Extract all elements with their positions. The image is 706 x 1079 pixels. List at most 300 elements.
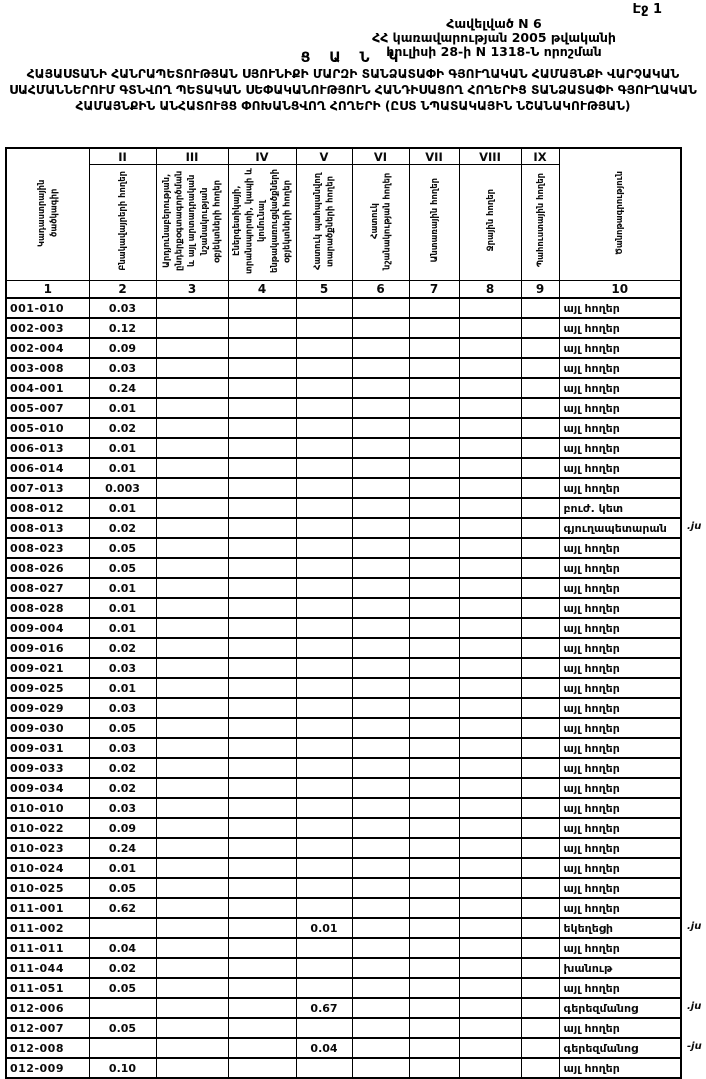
land-area-cell: 0.05 [89, 558, 156, 578]
land-area-cell [409, 578, 459, 598]
note-cell: այլ հողեր [559, 778, 681, 798]
land-area-cell [409, 658, 459, 678]
land-parcels-table [5, 147, 702, 1079]
land-area-cell [296, 618, 352, 638]
land-area-cell [296, 938, 352, 958]
note-cell: այլ հողեր [559, 458, 681, 478]
table-row [6, 778, 681, 798]
note-cell: այլ հողեր [559, 438, 681, 458]
land-area-cell [156, 918, 228, 938]
land-area-cell [409, 618, 459, 638]
land-area-cell [521, 318, 559, 338]
column-number: 6 [352, 281, 409, 299]
land-area-cell [156, 858, 228, 878]
column-number: 2 [89, 281, 156, 299]
table-row [6, 678, 681, 698]
land-area-cell [521, 378, 559, 398]
land-area-cell [296, 638, 352, 658]
handwritten-margin-mark: -ju [687, 1041, 702, 1052]
land-area-cell [409, 998, 459, 1018]
land-area-cell [228, 358, 296, 378]
note-cell: այլ հողեր [559, 378, 681, 398]
note-cell: այլ հողեր [559, 758, 681, 778]
land-area-cell [228, 558, 296, 578]
land-area-cell [521, 418, 559, 438]
cadastral-code-cell: 002-003 [6, 318, 89, 338]
note-cell: գերեզմանոց -ju [559, 1038, 681, 1058]
table-row [6, 918, 681, 938]
land-area-cell [521, 598, 559, 618]
note-cell: այլ հողեր [559, 938, 681, 958]
land-area-cell [352, 438, 409, 458]
land-area-cell [352, 498, 409, 518]
land-area-cell [156, 558, 228, 578]
land-area-cell [352, 618, 409, 638]
land-area-cell [409, 498, 459, 518]
header-cadastral-code-label: Կադաստրային ծածկագիր [36, 179, 59, 247]
note-cell: այլ հողեր [559, 418, 681, 438]
cadastral-code-cell: 011-051 [6, 978, 89, 998]
cadastral-code-cell: 012-006 [6, 998, 89, 1018]
land-area-cell [352, 858, 409, 878]
note-cell: այլ հողեր [559, 818, 681, 838]
table-row [6, 838, 681, 858]
land-area-cell [459, 438, 521, 458]
land-area-cell [156, 758, 228, 778]
land-area-cell [409, 398, 459, 418]
land-area-cell [409, 1018, 459, 1038]
page-number-label: Էջ 1 [632, 2, 662, 17]
land-area-cell [156, 878, 228, 898]
land-area-cell [459, 538, 521, 558]
land-area-cell [296, 878, 352, 898]
header-numeral-iv: IV [228, 148, 296, 165]
land-area-cell [352, 998, 409, 1018]
land-area-cell [296, 698, 352, 718]
land-area-cell [459, 1058, 521, 1078]
land-area-cell [459, 318, 521, 338]
land-area-cell [352, 338, 409, 358]
land-area-cell [156, 458, 228, 478]
land-area-cell [409, 438, 459, 458]
table-row [6, 378, 681, 398]
land-area-cell [228, 698, 296, 718]
land-area-cell: 0.01 [89, 678, 156, 698]
cadastral-code-cell: 001-010 [6, 298, 89, 318]
land-area-cell [409, 878, 459, 898]
note-cell: այլ հողեր [559, 558, 681, 578]
table-row [6, 658, 681, 678]
land-area-cell [459, 738, 521, 758]
land-area-cell [228, 1058, 296, 1078]
header-settlement-lands [89, 165, 156, 281]
land-area-cell: 0.05 [89, 878, 156, 898]
land-area-cell [521, 818, 559, 838]
land-area-cell [352, 678, 409, 698]
land-area-cell: 0.01 [89, 618, 156, 638]
land-area-cell: 0.02 [89, 518, 156, 538]
land-area-cell [459, 658, 521, 678]
header-numeral-vi: VI [352, 148, 409, 165]
cadastral-code-cell: 010-025 [6, 878, 89, 898]
land-area-cell [409, 358, 459, 378]
note-cell: այլ հողեր [559, 338, 681, 358]
column-number: 5 [296, 281, 352, 299]
land-area-cell [352, 1018, 409, 1038]
land-area-cell [296, 838, 352, 858]
land-area-cell [228, 538, 296, 558]
land-area-cell: 0.02 [89, 958, 156, 978]
land-area-cell [409, 838, 459, 858]
land-area-cell [352, 518, 409, 538]
table-row [6, 958, 681, 978]
land-area-cell [409, 678, 459, 698]
land-area-cell [228, 478, 296, 498]
table-row [6, 578, 681, 598]
cadastral-code-cell: 005-010 [6, 418, 89, 438]
land-area-cell: 0.09 [89, 818, 156, 838]
land-area-cell [228, 598, 296, 618]
column-number: 9 [521, 281, 559, 299]
table-row [6, 558, 681, 578]
land-area-cell: 0.01 [89, 598, 156, 618]
column-number: 7 [409, 281, 459, 299]
document-title: ՀԱՅԱՍՏԱՆԻ ՀԱՆՐԱՊԵՏՈՒԹՅԱՆ ՍՅՈՒՆԻՔԻ ՄԱՐԶԻ ՏԱՆՁԱՏԱՓԻ ԳՅՈՒՂԱԿԱՆ ՀԱՄԱՅՆՔԻ ՎԱՐՉԱԿԱՆ ՍԱՀՄԱՆՆԵՐՈՒՄ ԳՏՆՎՈՂ ՊԵՏԱԿԱՆ ՍԵՓԱԿԱՆՈՒԹՅՈՒՆ ՀԱՆԴԻՍԱՑՈՂ ՀՈՂԵՐԻՑ ՏԱՆՁԱՏԱՓԻ ԳՅՈՒՂԱԿԱՆ ՀԱՄԱՅՆՔԻՆ ԱՆՀԱՏՈՒՅՑ ՓՈԽԱՆՑՎՈՂ ՀՈՂԵՐԻ (ԸՍՏ ՆՊԱՏԱԿԱՅԻՆ ՆՇԱՆԱԿՈՒԹՅԱՆ) [9, 67, 697, 113]
land-area-cell [409, 418, 459, 438]
land-area-cell [228, 978, 296, 998]
land-area-cell [409, 798, 459, 818]
land-area-cell [352, 778, 409, 798]
cadastral-code-cell: 002-004 [6, 338, 89, 358]
table-row [6, 1018, 681, 1038]
land-area-cell: 0.67 [296, 998, 352, 1018]
land-area-cell [459, 918, 521, 938]
land-area-cell [409, 1058, 459, 1078]
land-area-cell [228, 798, 296, 818]
land-area-cell [521, 498, 559, 518]
land-area-cell [228, 898, 296, 918]
land-area-cell [228, 638, 296, 658]
land-area-cell [156, 1038, 228, 1058]
land-area-cell [296, 518, 352, 538]
land-area-cell: 0.01 [89, 498, 156, 518]
land-area-cell [156, 638, 228, 658]
land-area-cell [352, 638, 409, 658]
header-water-lands-label: Ջրային հողեր [484, 189, 495, 252]
land-area-cell [156, 618, 228, 638]
header-notes-label: Ծանոթագրություն [614, 171, 625, 255]
land-area-cell [409, 538, 459, 558]
land-area-cell [156, 1018, 228, 1038]
land-area-cell [228, 298, 296, 318]
table-row [6, 458, 681, 478]
land-area-cell [521, 698, 559, 718]
cadastral-code-cell: 009-030 [6, 718, 89, 738]
land-area-cell [459, 698, 521, 718]
land-area-cell: 0.01 [89, 398, 156, 418]
land-area-cell: 0.02 [89, 638, 156, 658]
land-area-cell [521, 918, 559, 938]
land-area-cell [228, 1038, 296, 1058]
land-area-cell [352, 598, 409, 618]
note-cell: այլ հողեր [559, 538, 681, 558]
land-area-cell [521, 438, 559, 458]
land-area-cell [459, 958, 521, 978]
land-area-cell [409, 478, 459, 498]
land-area-cell [156, 958, 228, 978]
land-area-cell [459, 858, 521, 878]
land-area-cell [459, 458, 521, 478]
land-area-cell [409, 378, 459, 398]
land-area-cell [296, 538, 352, 558]
land-area-cell [352, 358, 409, 378]
land-area-cell [521, 718, 559, 738]
roman-numeral-row [6, 148, 681, 165]
table-row [6, 818, 681, 838]
land-area-cell [156, 998, 228, 1018]
land-area-cell [89, 1038, 156, 1058]
cadastral-code-cell: 009-033 [6, 758, 89, 778]
cadastral-code-cell: 008-023 [6, 538, 89, 558]
land-area-cell [352, 838, 409, 858]
land-area-cell [459, 298, 521, 318]
land-area-cell [521, 358, 559, 378]
header-notes [559, 148, 681, 281]
land-area-cell [521, 338, 559, 358]
land-area-cell [296, 578, 352, 598]
land-area-cell: 0.05 [89, 538, 156, 558]
land-area-cell: 0.01 [89, 858, 156, 878]
land-area-cell [409, 898, 459, 918]
land-area-cell [521, 838, 559, 858]
land-area-cell [409, 458, 459, 478]
land-area-cell [296, 718, 352, 738]
table-row [6, 338, 681, 358]
note-cell: այլ հողեր [559, 718, 681, 738]
note-cell: այլ հողեր [559, 598, 681, 618]
cadastral-code-cell: 011-044 [6, 958, 89, 978]
land-area-cell: 0.01 [296, 918, 352, 938]
land-area-cell [296, 598, 352, 618]
list-heading: Ց Ա Ն Կ [300, 50, 406, 66]
land-area-cell [459, 478, 521, 498]
land-area-cell [521, 798, 559, 818]
header-settlement-lands-label: Բնակավայրերի հողեր [117, 170, 128, 271]
land-area-cell [521, 1018, 559, 1038]
note-cell: այլ հողեր [559, 618, 681, 638]
land-area-cell [521, 898, 559, 918]
note-cell: այլ հողեր [559, 738, 681, 758]
note-cell: այլ հողեր [559, 798, 681, 818]
cadastral-code-cell: 008-028 [6, 598, 89, 618]
cadastral-code-cell: 009-029 [6, 698, 89, 718]
cadastral-code-cell: 009-034 [6, 778, 89, 798]
land-area-cell [352, 558, 409, 578]
table-row [6, 1058, 681, 1078]
land-area-cell [89, 918, 156, 938]
land-area-cell [156, 538, 228, 558]
land-area-cell [296, 478, 352, 498]
land-area-cell [296, 778, 352, 798]
land-area-cell [409, 758, 459, 778]
table-row [6, 758, 681, 778]
land-area-cell [521, 658, 559, 678]
land-area-cell [521, 578, 559, 598]
land-area-cell [156, 598, 228, 618]
land-area-cell: 0.03 [89, 738, 156, 758]
header-reserve-lands-label: Պահուստային հողեր [534, 173, 545, 268]
note-cell: այլ հողեր [559, 578, 681, 598]
land-area-cell [459, 978, 521, 998]
cadastral-code-cell: 010-022 [6, 818, 89, 838]
appendix-line: հուլիսի 28-ի N 1318-Ն որոշման [386, 43, 602, 59]
land-area-cell [156, 518, 228, 538]
land-area-cell: 0.02 [89, 758, 156, 778]
land-area-cell: 0.01 [89, 578, 156, 598]
table-row [6, 498, 681, 518]
land-area-cell [459, 998, 521, 1018]
land-area-cell [459, 498, 521, 518]
land-area-cell [352, 758, 409, 778]
note-cell: այլ հողեր [559, 878, 681, 898]
land-area-cell [228, 938, 296, 958]
land-area-cell [352, 458, 409, 478]
land-area-cell [521, 558, 559, 578]
land-area-cell [156, 358, 228, 378]
column-number: 4 [228, 281, 296, 299]
land-area-cell [459, 598, 521, 618]
land-area-cell [228, 778, 296, 798]
cadastral-code-cell: 011-001 [6, 898, 89, 918]
land-area-cell [296, 858, 352, 878]
land-area-cell [409, 718, 459, 738]
cadastral-code-cell: 004-001 [6, 378, 89, 398]
land-area-cell [156, 318, 228, 338]
note-cell: այլ հողեր [559, 478, 681, 498]
land-area-cell [521, 478, 559, 498]
note-cell: այլ հողեր [559, 678, 681, 698]
land-area-cell [156, 838, 228, 858]
land-area-cell [352, 918, 409, 938]
table-row [6, 718, 681, 738]
land-area-cell [156, 658, 228, 678]
land-area-cell [89, 998, 156, 1018]
land-area-cell [409, 1038, 459, 1058]
land-area-cell [296, 358, 352, 378]
land-area-cell: 0.003 [89, 478, 156, 498]
land-area-cell [521, 678, 559, 698]
land-area-cell: 0.09 [89, 338, 156, 358]
cadastral-code-cell: 011-011 [6, 938, 89, 958]
land-area-cell [459, 818, 521, 838]
handwritten-margin-mark: .ju [687, 921, 702, 932]
column-number: 1 [6, 281, 89, 299]
land-area-cell [228, 318, 296, 338]
cadastral-code-cell: 010-010 [6, 798, 89, 818]
land-area-cell [156, 438, 228, 458]
land-area-cell [156, 338, 228, 358]
note-cell: այլ հողեր [559, 318, 681, 338]
land-area-cell: 0.62 [89, 898, 156, 918]
column-number: 8 [459, 281, 521, 299]
land-area-cell [459, 838, 521, 858]
land-area-cell [156, 978, 228, 998]
land-area-cell [521, 1058, 559, 1078]
land-area-cell [228, 718, 296, 738]
header-industrial-lands-label: Արդյունաբերության, ընդերքօգտագործման և այլ արտադրական նշանակության օբյեկտների հողեր [161, 170, 222, 271]
cadastral-code-cell: 012-009 [6, 1058, 89, 1078]
land-area-cell [409, 698, 459, 718]
cadastral-code-cell: 009-004 [6, 618, 89, 638]
note-cell: այլ հողեր [559, 898, 681, 918]
land-area-cell [296, 758, 352, 778]
land-area-cell [296, 798, 352, 818]
land-area-cell [521, 998, 559, 1018]
header-energy-transport-lands-label: Էներգետիկայի, տրանսպորտի, կապի և կոմունալ ենթակառուցվածքների օբյեկտների հողեր [231, 167, 292, 274]
land-area-cell: 0.03 [89, 358, 156, 378]
land-area-cell [228, 418, 296, 438]
land-area-cell: 0.04 [296, 1038, 352, 1058]
land-area-cell: 0.05 [89, 978, 156, 998]
note-cell: այլ հողեր [559, 398, 681, 418]
land-area-cell [296, 658, 352, 678]
land-area-cell [156, 718, 228, 738]
land-area-cell [352, 798, 409, 818]
land-area-cell: 0.05 [89, 1018, 156, 1038]
note-cell: այլ հողեր [559, 838, 681, 858]
note-cell: այլ հողեր [559, 698, 681, 718]
land-area-cell: 0.04 [89, 938, 156, 958]
land-area-cell [296, 738, 352, 758]
table-row [6, 638, 681, 658]
land-area-cell [296, 438, 352, 458]
land-area-cell [352, 418, 409, 438]
land-area-cell [228, 858, 296, 878]
land-area-cell [459, 358, 521, 378]
cadastral-code-cell: 008-026 [6, 558, 89, 578]
land-area-cell [459, 798, 521, 818]
land-area-cell [521, 1038, 559, 1058]
cadastral-code-cell: 008-013 [6, 518, 89, 538]
land-area-cell [296, 338, 352, 358]
land-area-cell [459, 578, 521, 598]
note-cell: այլ հողեր [559, 638, 681, 658]
land-area-cell [521, 938, 559, 958]
header-industrial-lands [156, 165, 228, 281]
note-cell: այլ հողեր [559, 858, 681, 878]
land-area-cell [521, 458, 559, 478]
land-area-cell [352, 958, 409, 978]
cadastral-code-cell: 009-021 [6, 658, 89, 678]
land-area-cell [228, 438, 296, 458]
land-area-cell [521, 538, 559, 558]
land-area-cell: 0.03 [89, 798, 156, 818]
land-area-cell [521, 518, 559, 538]
cadastral-code-cell: 009-025 [6, 678, 89, 698]
land-area-cell [156, 698, 228, 718]
header-special-purpose-lands-label: Հատուկ նշանակության հողեր [368, 171, 392, 270]
cadastral-code-cell: 012-007 [6, 1018, 89, 1038]
land-area-cell [228, 458, 296, 478]
land-area-cell [156, 1058, 228, 1078]
land-area-cell: 0.24 [89, 838, 156, 858]
header-cadastral-code [6, 148, 89, 281]
land-area-cell [228, 578, 296, 598]
land-area-cell [156, 298, 228, 318]
column-number: 10 [559, 281, 681, 299]
cadastral-code-cell: 003-008 [6, 358, 89, 378]
land-area-cell [409, 558, 459, 578]
